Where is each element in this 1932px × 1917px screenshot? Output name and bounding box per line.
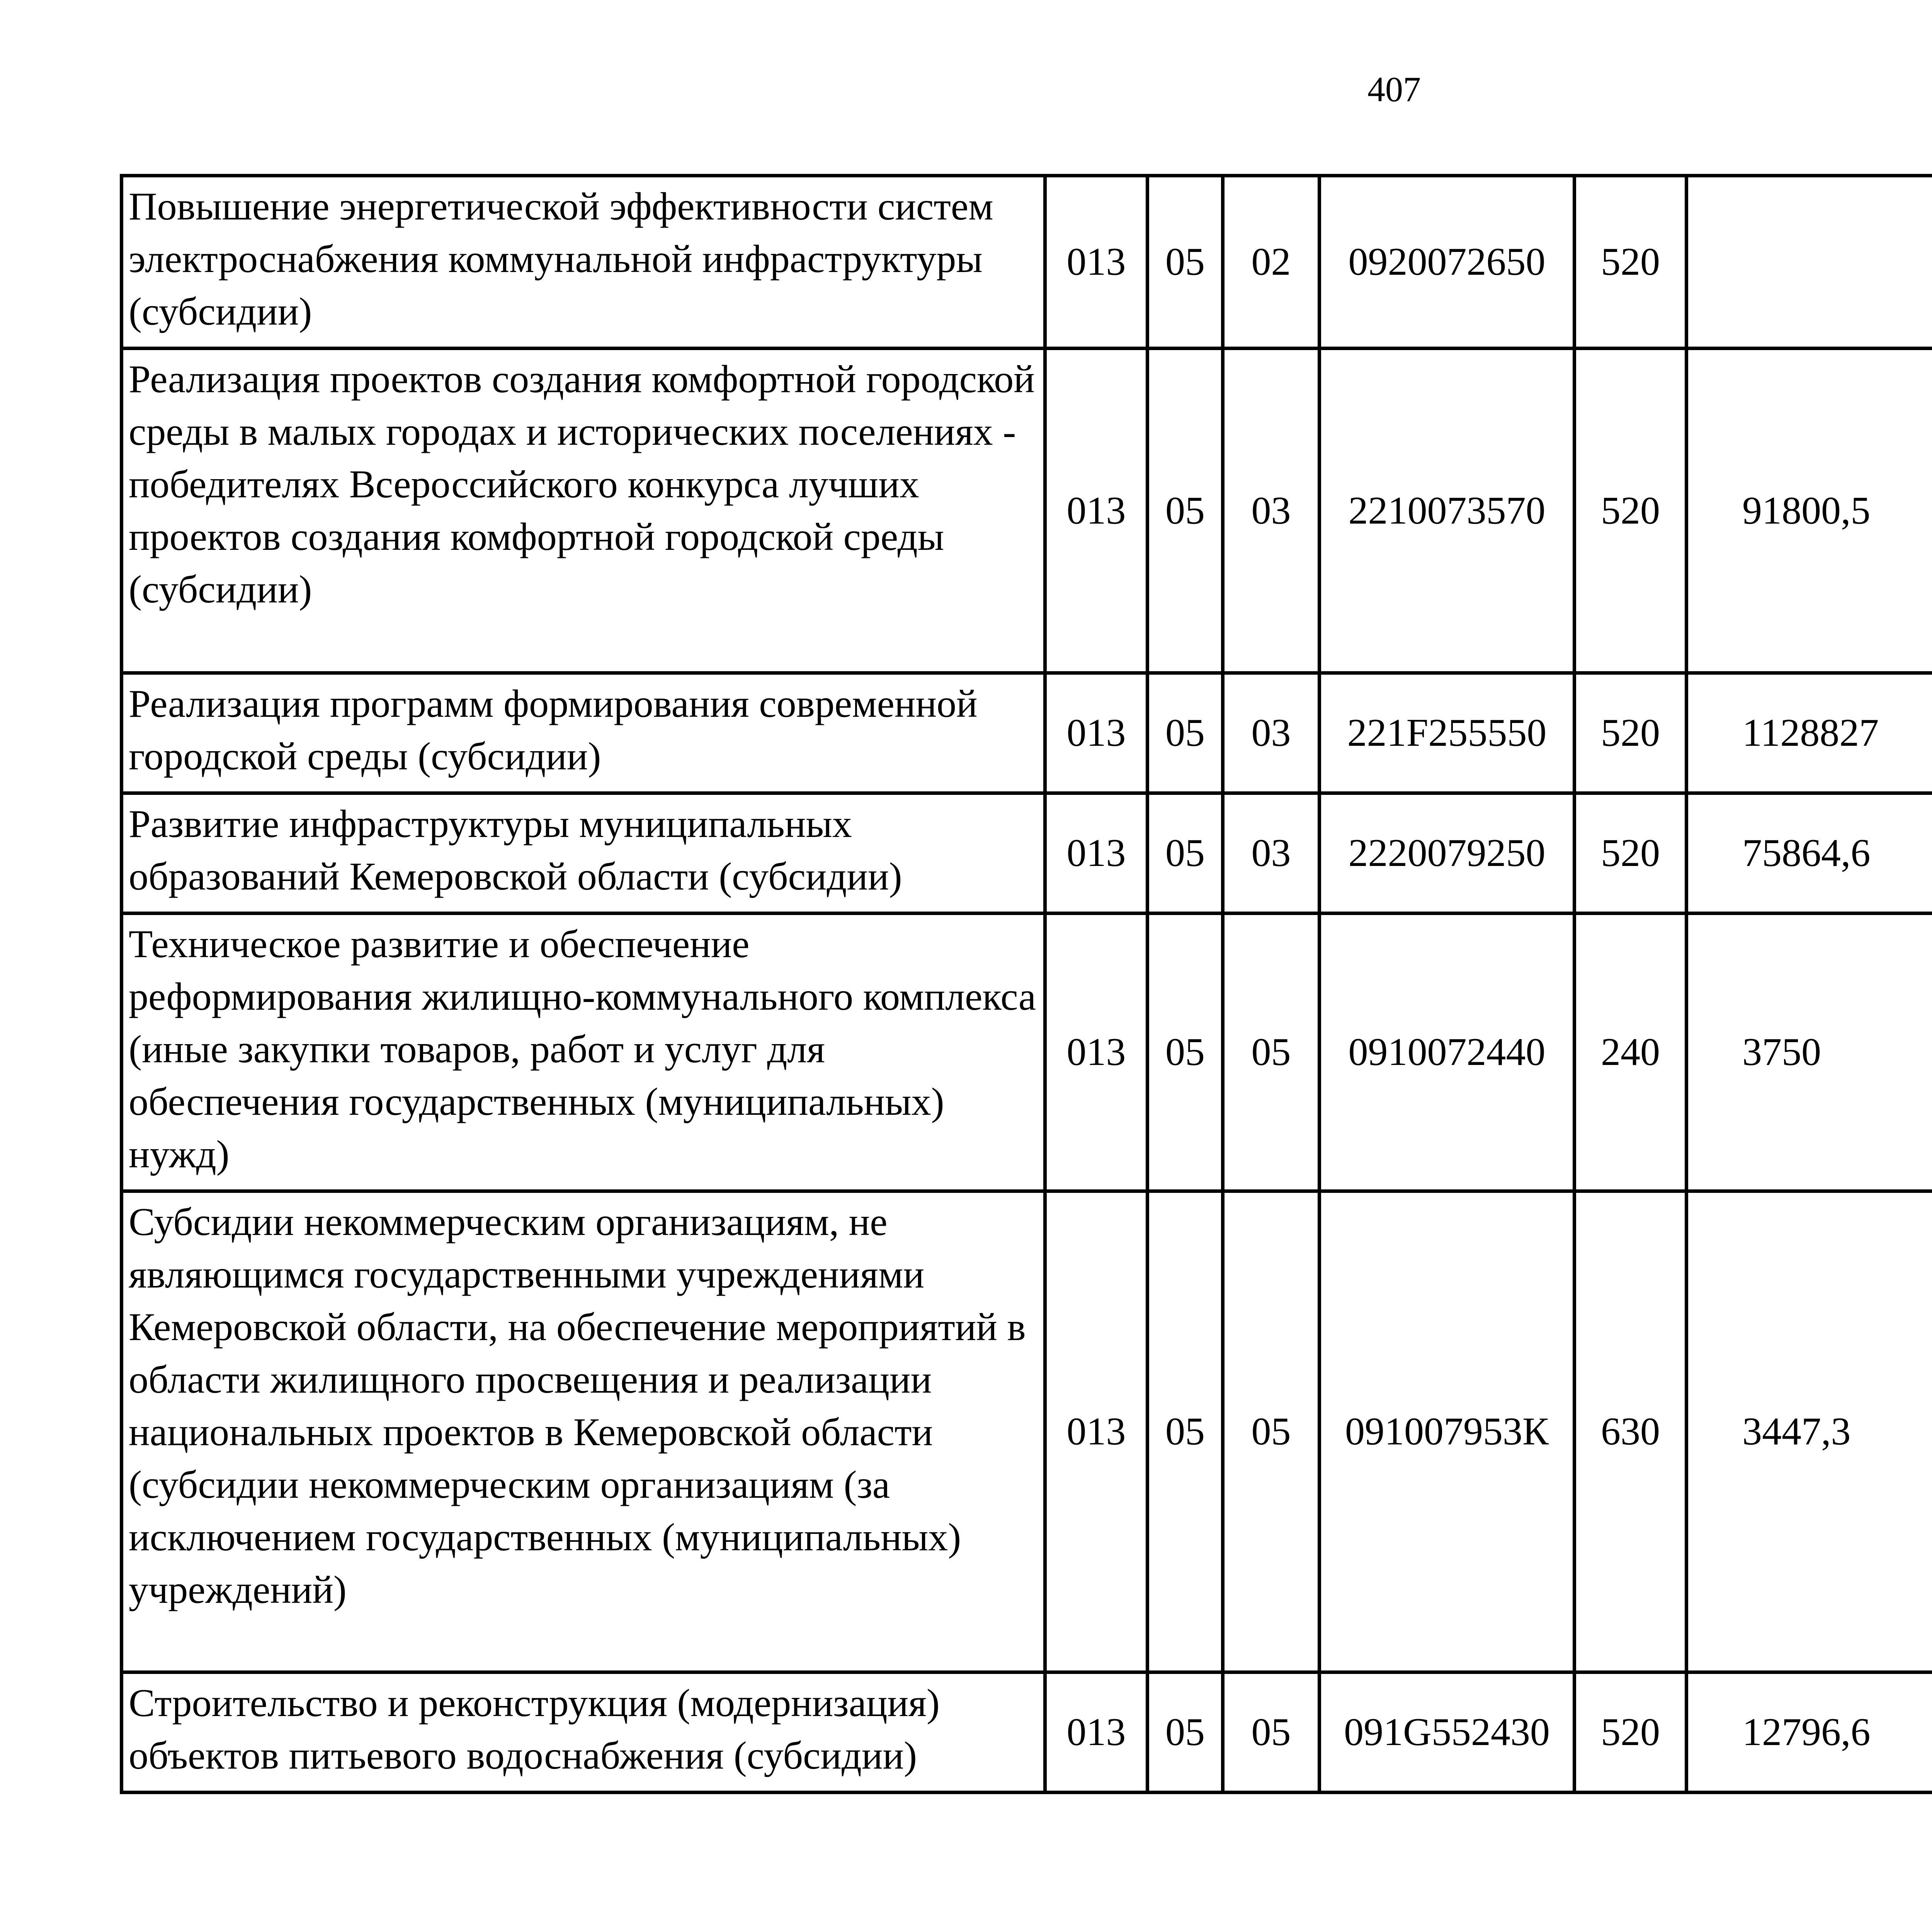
row-sum-1: 91800,5 [1687, 349, 1932, 673]
table-row [122, 176, 1932, 349]
row-name: Техническое развитие и обеспечение реформирования жилищно-коммунального комплекса (иные закупки товаров, работ и услуг для обеспечения государственных (муниципальных) нужд) [122, 913, 1045, 1191]
row-expense-type: 520 [1575, 1672, 1687, 1793]
row-name: Строительство и реконструкция (модернизация) объектов питьевого водоснабжения (субсидии) [122, 1672, 1045, 1793]
row-ministry-code: 013 [1045, 349, 1148, 673]
row-sum-1: 3750 [1687, 913, 1932, 1191]
row-section-code: 05 [1148, 913, 1223, 1191]
row-sum-1 [1687, 176, 1932, 349]
row-subsection-code: 03 [1223, 673, 1320, 793]
row-ministry-code: 013 [1045, 1191, 1148, 1672]
row-name: Субсидии некоммерческим организациям, не являющимся государственными учреждениями Кемеровской области, на обеспечение мероприятий в области жилищного просвещения и реализации национальных проектов в Кемеровской области (субсидии некоммерческим организациям (за исключением государственных (муниципальных) учреждений) [122, 1191, 1045, 1672]
row-ministry-code: 013 [1045, 913, 1148, 1191]
row-expense-type: 520 [1575, 793, 1687, 913]
row-expense-type: 630 [1575, 1191, 1687, 1672]
row-subsection-code: 05 [1223, 913, 1320, 1191]
row-name: Реализация проектов создания комфортной городской среды в малых городах и исторических поселениях - победителях Всероссийского конкурса лучших проектов создания комфортной городской среды (субсидии) [122, 349, 1045, 673]
row-name: Повышение энергетической эффективности систем электроснабжения коммунальной инфраструктуры (субсидии) [122, 176, 1045, 349]
row-name: Развитие инфраструктуры муниципальных образований Кемеровской области (субсидии) [122, 793, 1045, 913]
row-target-article: 0920072650 [1320, 176, 1575, 349]
row-sum-1: 3447,3 [1687, 1191, 1932, 1672]
row-ministry-code: 013 [1045, 1672, 1148, 1793]
row-ministry-code: 013 [1045, 673, 1148, 793]
row-expense-type: 240 [1575, 913, 1687, 1191]
row-sum-1: 1128827 [1687, 673, 1932, 793]
page-number: 407 [1367, 70, 1421, 109]
row-ministry-code: 013 [1045, 793, 1148, 913]
row-section-code: 05 [1148, 176, 1223, 349]
row-target-article: 221F255550 [1320, 673, 1575, 793]
row-target-article: 2220079250 [1320, 793, 1575, 913]
row-section-code: 05 [1148, 1672, 1223, 1793]
row-section-code: 05 [1148, 673, 1223, 793]
table-row [122, 349, 1932, 673]
row-ministry-code: 013 [1045, 176, 1148, 349]
row-section-code: 05 [1148, 793, 1223, 913]
row-subsection-code: 02 [1223, 176, 1320, 349]
row-section-code: 05 [1148, 349, 1223, 673]
row-name: Реализация программ формирования современной городской среды (субсидии) [122, 673, 1045, 793]
table-row [122, 1672, 1932, 1793]
row-subsection-code: 05 [1223, 1191, 1320, 1672]
table-row [122, 793, 1932, 913]
row-sum-1: 75864,6 [1687, 793, 1932, 913]
row-expense-type: 520 [1575, 349, 1687, 673]
table-row [122, 913, 1932, 1191]
table-row [122, 1191, 1932, 1672]
row-subsection-code: 03 [1223, 793, 1320, 913]
row-target-article: 2210073570 [1320, 349, 1575, 673]
row-sum-1: 12796,6 [1687, 1672, 1932, 1793]
row-subsection-code: 05 [1223, 1672, 1320, 1793]
row-subsection-code: 03 [1223, 349, 1320, 673]
row-target-article: 091G552430 [1320, 1672, 1575, 1793]
table-row [122, 673, 1932, 793]
row-expense-type: 520 [1575, 176, 1687, 349]
row-section-code: 05 [1148, 1191, 1223, 1672]
row-target-article: 091007953К [1320, 1191, 1575, 1672]
row-expense-type: 520 [1575, 673, 1687, 793]
row-target-article: 0910072440 [1320, 913, 1575, 1191]
budget-table [120, 174, 1932, 1794]
